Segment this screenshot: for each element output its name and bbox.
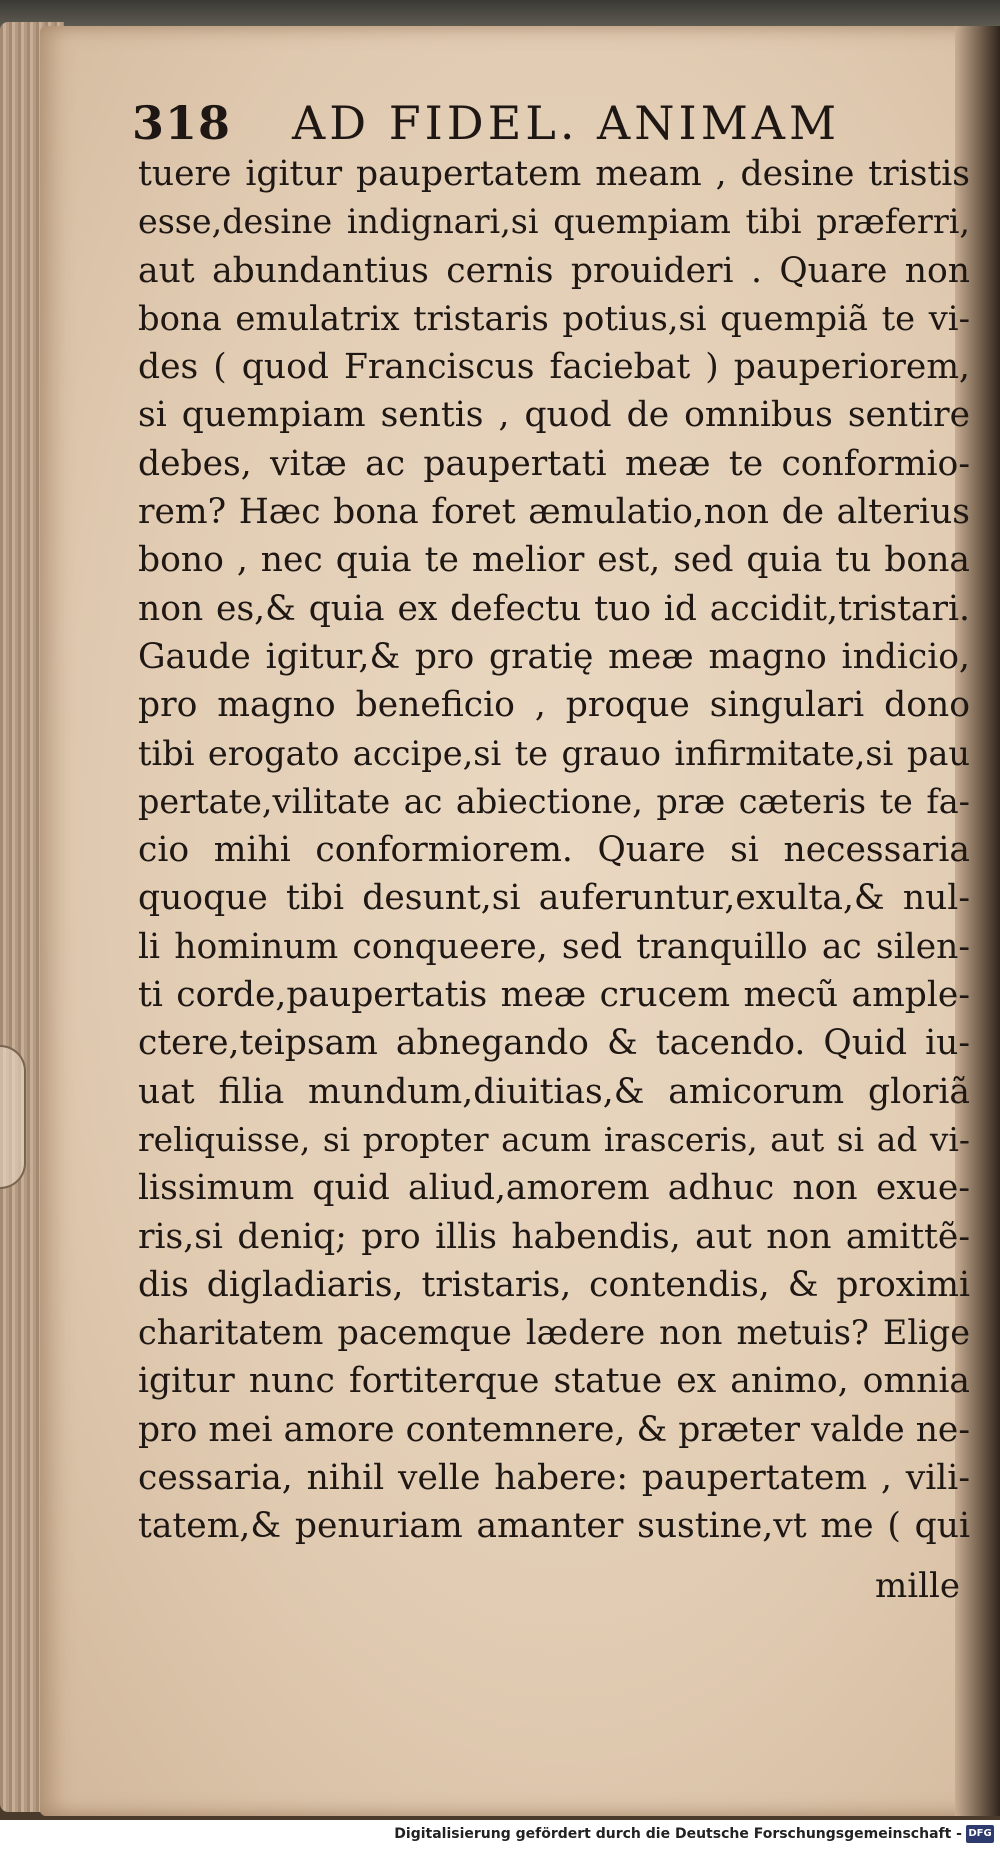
text-line: cio mihi conformiorem. Quare si necessaria <box>138 830 970 871</box>
funding-credit: Digitalisierung gefördert durch die Deutsche Forschungsgemeinschaft - <box>394 1826 962 1842</box>
text-line: igitur nunc fortiterque statue ex animo, omnia <box>138 1361 970 1402</box>
text-line: si quempiam sentis , quod de omnibus sentire <box>138 395 970 436</box>
text-line: dis digladiaris, tristaris, contendis, & proximi <box>138 1264 970 1305</box>
text-line: bona emulatrix tristaris potius,si quempiã te vi- <box>138 298 970 338</box>
text-line: pertate,vilitate ac abiectione, præ cæteris te fa- <box>138 781 970 821</box>
text-line: charitatem pacemque lædere non metuis? Elige <box>138 1313 970 1353</box>
running-head: AD FIDEL. ANIMAM <box>292 96 841 150</box>
catchword: mille <box>875 1566 960 1606</box>
text-line: lissimum quid aliud,amorem adhuc non exue- <box>138 1168 970 1209</box>
text-line: aut abundantius cernis prouideri . Quare non <box>138 250 970 291</box>
page-number: 318 <box>132 96 232 150</box>
text-line: debes, vitæ ac paupertati meæ te conformio- <box>138 443 970 484</box>
clasp-shape <box>0 1045 26 1189</box>
text-line: quoque tibi desunt,si auferuntur,exulta,& nul- <box>138 878 970 919</box>
text-line: ti corde,paupertatis meæ crucem mecũ ample- <box>138 975 970 1016</box>
text-line: tatem,& penuriam amanter sustine,vt me ( qui <box>138 1506 970 1547</box>
footer-bar <box>0 1820 1000 1850</box>
text-line: tuere igitur paupertatem meam , desine tristis <box>138 154 970 194</box>
text-line: bono , nec quia te melior est, sed quia tu bona <box>138 540 970 581</box>
text-line: pro magno beneficio , proque singulari dono <box>138 685 970 726</box>
text-line: des ( quod Franciscus faciebat ) pauperiorem, <box>138 347 970 388</box>
text-line: ctere,teipsam abnegando & tacendo. Quid iu- <box>138 1023 970 1064</box>
text-line: tibi erogato accipe,si te grauo infirmitate,si pau <box>138 733 970 773</box>
text-line: Gaude igitur,& pro gratię meæ magno indicio, <box>138 636 970 677</box>
text-line: pro mei amore contemnere, & præter valde ne- <box>138 1409 970 1450</box>
text-line: li hominum conqueere, sed tranquillo ac silen- <box>138 926 970 967</box>
text-line: ris,si deniq; pro illis habendis, aut non amittẽ- <box>138 1216 970 1257</box>
text-line: esse,desine indignari,si quempiam tibi præferri, <box>138 202 970 242</box>
body-text <box>138 150 970 1551</box>
text-line: non es,& quia ex defectu tuo id accidit,tristari. <box>138 588 970 629</box>
text-line: cessaria, nihil velle habere: paupertatem , vili- <box>138 1458 970 1499</box>
text-line: uat filia mundum,diuitias,& amicorum gloriã <box>138 1071 970 1112</box>
text-line: reliquisse, si propter acum irasceris, aut si ad vi- <box>138 1120 970 1159</box>
dfg-logo-icon: DFG <box>966 1825 994 1843</box>
text-line: rem? Hæc bona foret æmulatio,non de alterius <box>138 492 970 533</box>
